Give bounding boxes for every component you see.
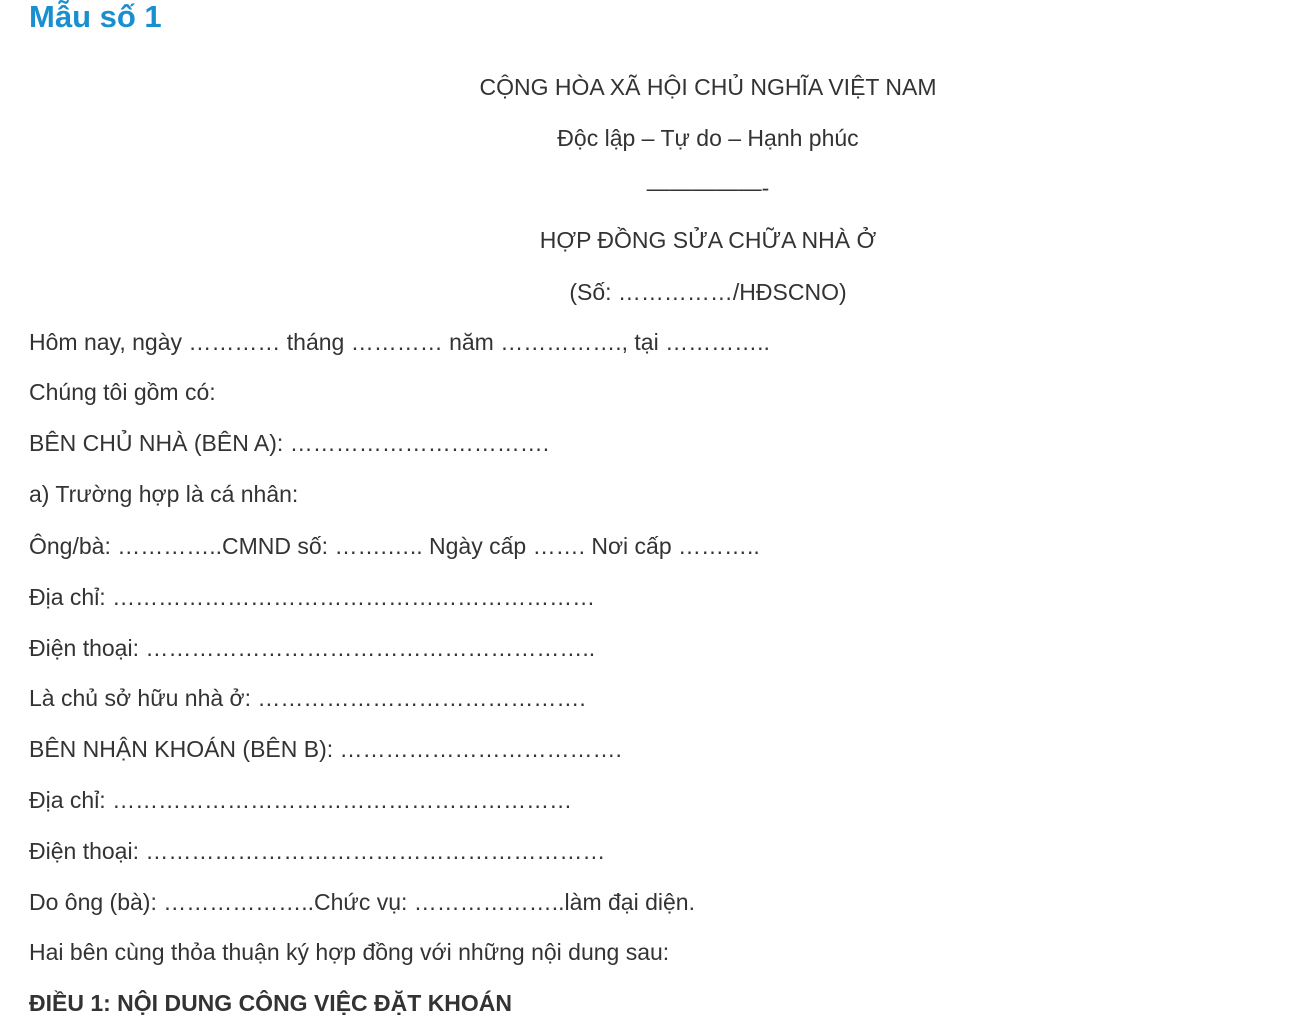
contract-title: HỢP ĐỒNG SỬA CHỮA NHÀ Ở bbox=[539, 227, 877, 253]
individual-case-line: a) Trường hợp là cá nhân: bbox=[29, 481, 299, 507]
party-a-address-line: Địa chỉ: ……………………………………………………… bbox=[29, 584, 596, 610]
article-1-heading: ĐIỀU 1: NỘI DUNG CÔNG VIỆC ĐẶT KHOÁN bbox=[29, 990, 513, 1016]
national-motto: Độc lập – Tự do – Hạnh phúc bbox=[557, 125, 859, 151]
party-a-phone-line: Điện thoại: ………………………………………………….. bbox=[29, 635, 596, 661]
header-divider: —————- bbox=[646, 175, 770, 201]
party-b-phone-line: Điện thoại: …………………………………………………… bbox=[29, 838, 606, 864]
agreement-line: Hai bên cùng thỏa thuận ký hợp đồng với những nội dung sau: bbox=[29, 939, 670, 965]
house-owner-line: Là chủ sở hữu nhà ở: ……………………………………. bbox=[29, 685, 586, 711]
date-place-line: Hôm nay, ngày ………… tháng ………… năm ……………., tại ………….. bbox=[29, 329, 770, 355]
form-number-heading: Mẫu số 1 bbox=[29, 0, 162, 34]
party-b-line: BÊN NHẬN KHOÁN (BÊN B): ………………………………. bbox=[29, 736, 622, 762]
representative-line: Do ông (bà): ………………..Chức vụ: ………………..làm đại diện. bbox=[29, 889, 695, 915]
contract-number: (Số: ……………/HĐSCNO) bbox=[569, 279, 847, 305]
party-b-address-line: Địa chỉ: …………………………………………………… bbox=[29, 787, 573, 813]
parties-intro: Chúng tôi gồm có: bbox=[29, 379, 216, 405]
nation-title: CỘNG HÒA XÃ HỘI CHỦ NGHĨA VIỆT NAM bbox=[479, 74, 937, 100]
party-a-line: BÊN CHỦ NHÀ (BÊN A): ……………………………. bbox=[29, 430, 550, 456]
party-a-identity-line: Ông/bà: …………..CMND số: …….….. Ngày cấp ……. Nơi cấp ……….. bbox=[29, 533, 760, 559]
